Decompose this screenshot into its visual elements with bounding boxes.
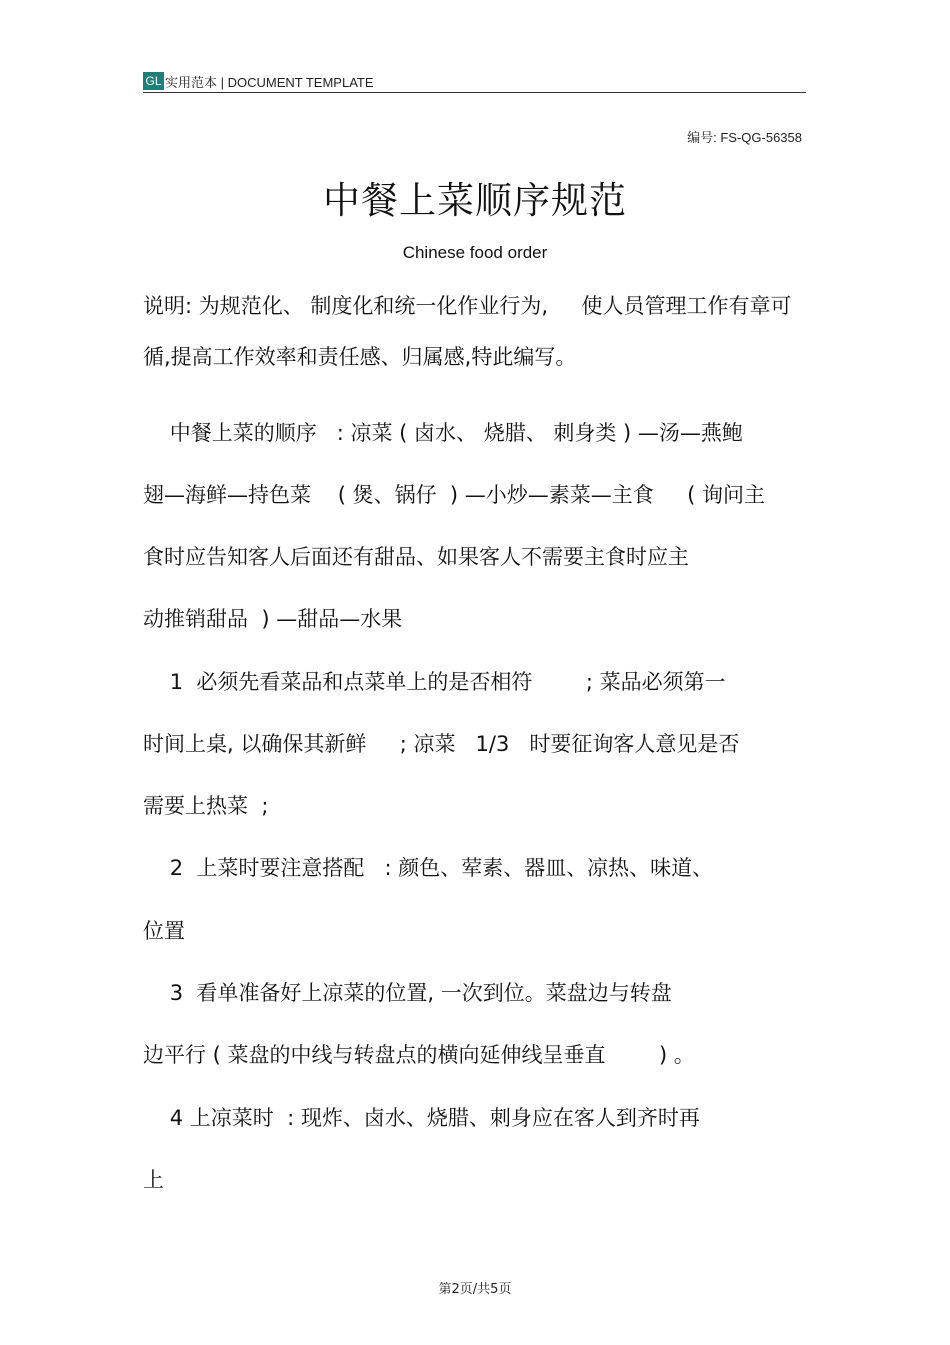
- body-line: 1 必须先看菜品和点菜单上的是否相符 ; 菜品必须第一: [143, 670, 726, 694]
- page-subtitle: Chinese food order: [402, 243, 548, 262]
- body-line: 上: [143, 1168, 164, 1192]
- body-line: 3 看单准备好上凉菜的位置, 一次到位。菜盘边与转盘: [143, 981, 672, 1005]
- body-line: 食时应告知客人后面还有甜品、如果客人不需要主食时应主: [143, 545, 689, 569]
- page-footer: 第2页/共5页: [438, 1282, 512, 1297]
- body-line: 位置: [143, 919, 185, 943]
- page-title: 中餐上菜顺序规范: [323, 179, 627, 222]
- body-line: 说明: 为规范化、 制度化和统一化作业行为, 使人员管理工作有章可: [143, 294, 792, 318]
- body-line: 动推销甜品 ) —甜品—水果: [143, 607, 403, 631]
- body-line: 翅—海鲜—持色菜 ( 煲、锅仔 ) —小炒—素菜—主食 ( 询问主: [143, 483, 766, 507]
- body-line: 需要上热菜 ;: [143, 794, 269, 818]
- body-line: 2 上菜时要注意搭配 : 颜色、荤素、器皿、凉热、味道、: [143, 856, 714, 880]
- body-line: 时间上桌, 以确保其新鲜 ; 凉菜 1/3 时要征询客人意见是否: [143, 732, 740, 756]
- header-text: 实用范本 | DOCUMENT TEMPLATE: [165, 75, 374, 90]
- body-line: 中餐上菜的顺序 : 凉菜 ( 卤水、 烧腊、 刺身类 ) —汤—燕鲍: [143, 421, 743, 445]
- body-line: 4 上凉菜时 : 现炸、卤水、烧腊、刺身应在客人到齐时再: [143, 1106, 700, 1130]
- gl-logo: GL: [143, 72, 164, 90]
- body-line: 循,提高工作效率和责任感、归属感,特此编写。: [143, 345, 577, 369]
- document-header: [143, 70, 806, 93]
- body-line: 边平行 ( 菜盘的中线与转盘点的横向延伸线呈垂直 ) 。: [143, 1043, 695, 1067]
- document-number: 编号: FS-QG-56358: [687, 130, 802, 145]
